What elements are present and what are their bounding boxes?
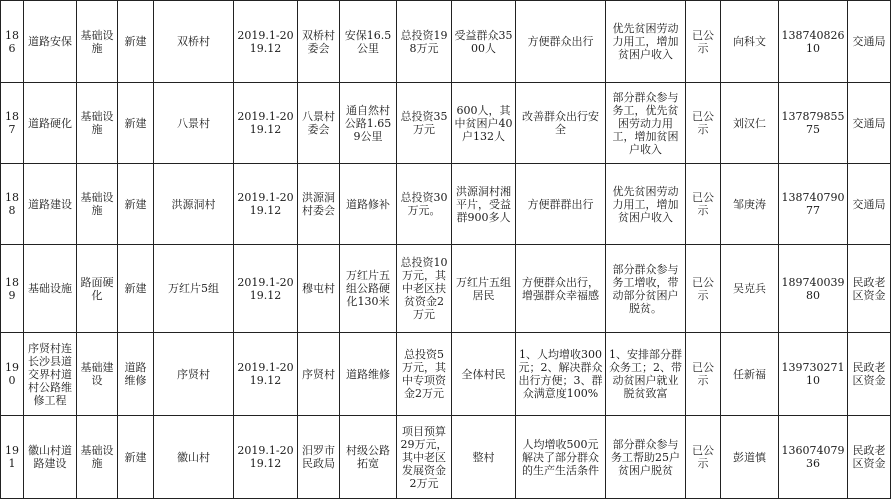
construction-type: 新建 — [118, 164, 154, 245]
beneficiaries: 万红片五组居民 — [452, 245, 516, 333]
construction-content: 道路维修 — [340, 333, 397, 416]
construction-type: 新建 — [118, 83, 154, 164]
project-category: 基础设施 — [77, 164, 118, 245]
table-row — [1, 164, 891, 245]
implementing-unit: 汨罗市民政局 — [298, 416, 340, 499]
project-name: 徽山村道路建设 — [24, 416, 77, 499]
contact-person: 任新福 — [721, 333, 779, 416]
phone-number: 13874079077 — [779, 164, 848, 245]
benefit-mechanism: 部分群众参与务工帮助25户贫困户脱贫 — [606, 416, 686, 499]
performance-goal: 1、人均增收300元；2、解决群众出行方便；3、群众满意度100% — [516, 333, 606, 416]
investment: 总投资5万元，其中专项资金2万元 — [397, 333, 452, 416]
benefit-mechanism: 部分群众参与务工增收，带动部分贫困户脱贫。 — [606, 245, 686, 333]
implementing-unit: 双桥村委会 — [298, 1, 340, 83]
period: 2019.1-2019.12 — [234, 416, 298, 499]
table-row — [1, 245, 891, 333]
implementing-unit: 洪源洞村委会 — [298, 164, 340, 245]
performance-goal: 方便群群出行 — [516, 164, 606, 245]
publicity-status: 已公示 — [686, 164, 721, 245]
construction-content: 通自然村公路1.659公里 — [340, 83, 397, 164]
performance-goal: 人均增收500元解决了部分群众的生产生活条件 — [516, 416, 606, 499]
table-row — [1, 416, 891, 499]
project-category: 基础设施 — [77, 1, 118, 83]
period: 2019.1-2019.12 — [234, 164, 298, 245]
responsible-department: 民政老区资金 — [848, 416, 891, 499]
benefit-mechanism: 优先贫困劳动力用工，增加贫困户收入 — [606, 1, 686, 83]
investment: 总投资198万元 — [397, 1, 452, 83]
table-row — [1, 1, 891, 83]
village: 万红片5组 — [154, 245, 234, 333]
performance-goal: 改善群众出行安全 — [516, 83, 606, 164]
performance-goal: 方便群众出行，增强群众幸福感 — [516, 245, 606, 333]
performance-goal: 方便群众出行 — [516, 1, 606, 83]
implementing-unit: 序贤村 — [298, 333, 340, 416]
construction-content: 万红片五组公路硬化130米 — [340, 245, 397, 333]
beneficiaries: 洪源洞村湘平片，受益群900多人 — [452, 164, 516, 245]
benefit-mechanism: 优先贫困劳动力用工，增加贫困户收入 — [606, 164, 686, 245]
period: 2019.1-2019.12 — [234, 333, 298, 416]
village: 徽山村 — [154, 416, 234, 499]
village: 洪源洞村 — [154, 164, 234, 245]
responsible-department: 民政老区资金 — [848, 245, 891, 333]
contact-person: 刘汉仁 — [721, 83, 779, 164]
project-name: 基础设施 — [24, 245, 77, 333]
phone-number: 18974003980 — [779, 245, 848, 333]
row-number: 186 — [1, 1, 24, 83]
benefit-mechanism: 1、安排部分群众务工；2、带动贫困户就业脱贫致富 — [606, 333, 686, 416]
investment: 项目预算29万元，其中老区发展资金2万元 — [397, 416, 452, 499]
publicity-status: 已公示 — [686, 333, 721, 416]
construction-content: 道路修补 — [340, 164, 397, 245]
beneficiaries: 全体村民 — [452, 333, 516, 416]
benefit-mechanism: 部分群众参与务工，优先贫困劳动力用工，增加贫困户收入 — [606, 83, 686, 164]
implementing-unit: 八景村委会 — [298, 83, 340, 164]
beneficiaries: 600人，其中贫困户40户132人 — [452, 83, 516, 164]
row-number: 191 — [1, 416, 24, 499]
construction-type: 新建 — [118, 245, 154, 333]
project-name: 道路硬化 — [24, 83, 77, 164]
implementing-unit: 穆屯村 — [298, 245, 340, 333]
contact-person: 彭道慎 — [721, 416, 779, 499]
row-number: 187 — [1, 83, 24, 164]
responsible-department: 民政老区资金 — [848, 333, 891, 416]
village: 序贤村 — [154, 333, 234, 416]
project-category: 基础设施 — [77, 83, 118, 164]
construction-type: 道路维修 — [118, 333, 154, 416]
table-row — [1, 333, 891, 416]
village: 双桥村 — [154, 1, 234, 83]
row-number: 189 — [1, 245, 24, 333]
construction-content: 安保16.5公里 — [340, 1, 397, 83]
beneficiaries: 受益群众3500人 — [452, 1, 516, 83]
contact-person: 邹庚涛 — [721, 164, 779, 245]
construction-content: 村级公路拓宽 — [340, 416, 397, 499]
responsible-department: 交通局 — [848, 1, 891, 83]
phone-number: 13607407936 — [779, 416, 848, 499]
phone-number: 13874082610 — [779, 1, 848, 83]
publicity-status: 已公示 — [686, 1, 721, 83]
investment: 总投资35万元 — [397, 83, 452, 164]
project-name: 道路安保 — [24, 1, 77, 83]
project-category: 基础设施 — [77, 416, 118, 499]
investment: 总投资10万元，其中老区扶贫资金2万元 — [397, 245, 452, 333]
beneficiaries: 整村 — [452, 416, 516, 499]
project-category: 基础建设 — [77, 333, 118, 416]
responsible-department: 交通局 — [848, 83, 891, 164]
project-name: 序贤村连长沙县道交界村道村公路维修工程 — [24, 333, 77, 416]
village: 八景村 — [154, 83, 234, 164]
investment: 总投资30万元。 — [397, 164, 452, 245]
phone-number: 13973027110 — [779, 333, 848, 416]
phone-number: 13787985575 — [779, 83, 848, 164]
construction-type: 新建 — [118, 416, 154, 499]
publicity-status: 已公示 — [686, 416, 721, 499]
table-row — [1, 83, 891, 164]
period: 2019.1-2019.12 — [234, 83, 298, 164]
publicity-status: 已公示 — [686, 83, 721, 164]
row-number: 188 — [1, 164, 24, 245]
construction-type: 新建 — [118, 1, 154, 83]
contact-person: 向科文 — [721, 1, 779, 83]
publicity-status: 已公示 — [686, 245, 721, 333]
row-number: 190 — [1, 333, 24, 416]
period: 2019.1-2019.12 — [234, 245, 298, 333]
contact-person: 吴克兵 — [721, 245, 779, 333]
project-name: 道路建设 — [24, 164, 77, 245]
project-category: 路面硬化 — [77, 245, 118, 333]
responsible-department: 交通局 — [848, 164, 891, 245]
period: 2019.1-2019.12 — [234, 1, 298, 83]
